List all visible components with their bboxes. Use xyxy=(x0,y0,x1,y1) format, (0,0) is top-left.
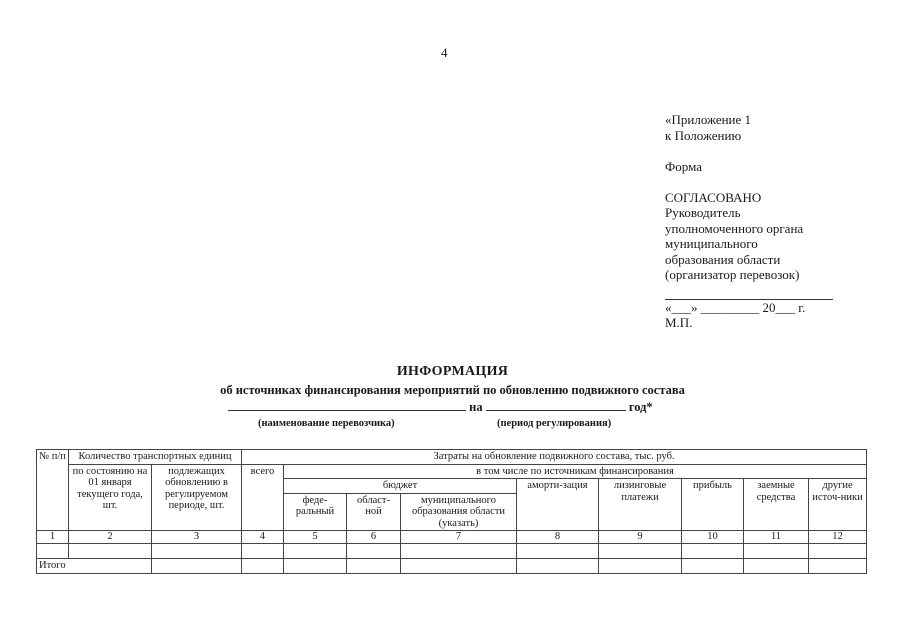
agreed-label: СОГЛАСОВАНО xyxy=(665,189,762,205)
title-block xyxy=(0,364,905,398)
year-word: год* xyxy=(628,400,653,414)
form-label: Форма xyxy=(665,159,702,174)
empty-cell xyxy=(37,543,69,558)
seal-label: М.П. xyxy=(665,315,693,330)
header-loans: заемные средства xyxy=(744,479,809,531)
col-number: 4 xyxy=(242,531,284,544)
col-number: 6 xyxy=(347,531,401,544)
header-leasing: лизинговые платежи xyxy=(599,479,682,531)
col-number: 9 xyxy=(599,531,682,544)
empty-cell xyxy=(599,558,682,573)
header-as-of: по состоянию на 01 января текущего года, шт. xyxy=(69,464,152,531)
empty-cell xyxy=(517,543,599,558)
role-line-2: уполномоченного органа xyxy=(665,220,804,236)
empty-cell xyxy=(347,543,401,558)
empty-cell xyxy=(744,543,809,558)
role-line-1: Руководитель xyxy=(665,205,741,220)
header-num: № п/п xyxy=(37,450,69,531)
period-blank xyxy=(486,398,626,411)
header-budget: бюджет xyxy=(284,479,517,494)
empty-cell xyxy=(517,558,599,573)
header-row-1 xyxy=(37,450,867,465)
col-number: 7 xyxy=(401,531,517,544)
col-number: 11 xyxy=(744,531,809,544)
col-number: 2 xyxy=(69,531,152,544)
empty-cell xyxy=(152,543,242,558)
document-subtitle: об источниках финансирования мероприятий по обновлению подвижного состава xyxy=(220,383,685,397)
appendix-line-2: к Положению xyxy=(665,127,742,143)
role-line-5: (организатор перевозок) xyxy=(665,267,800,282)
empty-cell xyxy=(242,558,284,573)
header-federal: феде-ральный xyxy=(284,493,347,531)
empty-cell xyxy=(284,543,347,558)
header-row-2 xyxy=(37,464,867,479)
signature-line xyxy=(665,285,833,300)
empty-cell xyxy=(744,558,809,573)
header-costs: Затраты на обновление подвижного состава, тыс. руб. xyxy=(242,450,867,465)
empty-cell xyxy=(682,558,744,573)
empty-row xyxy=(37,543,867,558)
empty-cell xyxy=(401,543,517,558)
col-number: 8 xyxy=(517,531,599,544)
carrier-blank xyxy=(228,398,466,411)
col-number: 10 xyxy=(682,531,744,544)
role-line-4: образования области xyxy=(665,251,781,267)
header-total: всего xyxy=(242,464,284,531)
col-number: 5 xyxy=(284,531,347,544)
appendix-line-1: «Приложение 1 xyxy=(665,112,752,127)
empty-cell xyxy=(69,543,152,558)
page-number: 4 xyxy=(441,45,448,60)
empty-cell xyxy=(682,543,744,558)
col-number: 3 xyxy=(152,531,242,544)
empty-cell xyxy=(347,558,401,573)
empty-cell xyxy=(152,558,242,573)
approval-block xyxy=(665,112,865,331)
empty-cell xyxy=(599,543,682,558)
empty-cell xyxy=(809,558,867,573)
financing-table xyxy=(36,449,867,574)
document-title: ИНФОРМАЦИЯ xyxy=(396,364,509,379)
header-municipal: муниципального образования области (указать) xyxy=(401,493,517,531)
header-quantity: Количество транспортных единиц xyxy=(69,450,242,465)
empty-cell xyxy=(242,543,284,558)
hint-period: (период регулирования) xyxy=(497,418,612,429)
role-line-3: муниципального xyxy=(665,236,758,251)
header-incl-sources: в том числе по источникам финансирования xyxy=(284,464,867,479)
fill-line xyxy=(228,398,688,415)
header-other: другие источ-ники xyxy=(809,479,867,531)
empty-cell xyxy=(809,543,867,558)
hint-carrier: (наименование перевозчика) xyxy=(258,418,395,429)
on-word: на xyxy=(469,400,483,414)
header-amortization: аморти-зация xyxy=(517,479,599,531)
header-regional: област-ной xyxy=(347,493,401,531)
empty-cell xyxy=(401,558,517,573)
col-number: 12 xyxy=(809,531,867,544)
header-to-update: подлежащих обновлению в регулируемом периоде, шт. xyxy=(152,464,242,531)
date-line: «___» _________ 20___ г. xyxy=(665,299,806,315)
empty-cell xyxy=(284,558,347,573)
col-number: 1 xyxy=(37,531,69,544)
column-number-row xyxy=(37,531,867,544)
total-row xyxy=(37,558,867,573)
total-label: Итого xyxy=(37,558,152,573)
header-profit: прибыль xyxy=(682,479,744,531)
